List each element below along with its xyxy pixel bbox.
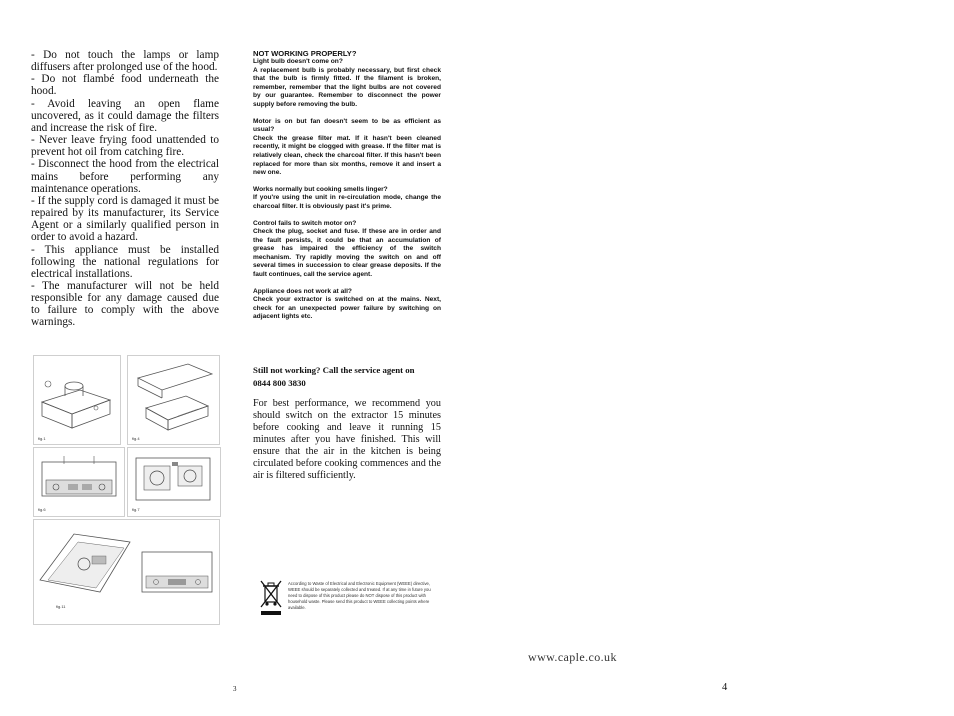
service-line: Still not working? Call the service agent on: [253, 365, 415, 375]
page-number-left: 3: [233, 685, 237, 693]
figure-label: fig.4: [132, 436, 140, 441]
section-heading: NOT WORKING PROPERLY?: [253, 49, 357, 58]
trouble-question: Light bulb doesn't come on?: [253, 58, 343, 65]
figure-label: fig.1: [38, 436, 46, 441]
trouble-question: Motor is on but fan doesn't seem to be as efficient as usual?: [253, 117, 441, 134]
figure-label: fig.11: [56, 604, 66, 609]
crossed-bin-icon: [258, 578, 284, 618]
warning-item: - The manufacturer will not be held responsible for any damage caused due to failure to comply with the above warnings.: [31, 279, 219, 329]
service-callout: [253, 364, 443, 390]
warning-item: - Do not flambé food underneath the hood.: [31, 73, 219, 98]
warning-item: - Do not touch the lamps or lamp diffusers after prolonged use of the hood.: [31, 49, 219, 74]
warning-item: - Avoid leaving an open flame uncovered, as it could damage the filters and increase the risk of fire.: [31, 97, 219, 134]
trouble-question: Appliance does not work at all?: [253, 287, 352, 295]
spacer: [253, 212, 441, 220]
warnings-list: [31, 49, 219, 329]
troubleshooting-section: [253, 49, 441, 322]
trouble-answer: If you're using the unit in re-circulation mode, change the charcoal filter. It is obviously past it's prime.: [253, 194, 441, 210]
motor-switch-illustration: [128, 448, 220, 516]
figure-6: [33, 447, 125, 517]
weee-notice: [258, 578, 442, 624]
figure-4: [127, 355, 220, 445]
figure-label: fig.7: [132, 507, 140, 512]
page-number-right: 4: [722, 682, 728, 693]
figure-label: fig.6: [38, 507, 46, 512]
weee-text: According to Waste of Electrical and Electronic Equipment (WEEE) directive, WEEE should be separately collected and treated. If at any time in future you need to dispose of this product please do NOT dispose of this product with household waste. Please send this product to WEEE collecting points where available.: [288, 581, 431, 610]
spacer: [253, 280, 441, 288]
best-performance-text: For best performance, we recommend you should switch on the extractor 15 minutes before cooking and leave it running 15 minutes after you have finished. This will ensure that the air in the kitchen is being circulated before cooking commences and the air is filtered sufficiently.: [253, 398, 441, 481]
figure-11: [33, 519, 220, 625]
trouble-question: Works normally but cooking smells linger?: [253, 185, 388, 193]
warning-item: - Never leave frying food unattended to prevent hot oil from catching fire.: [31, 134, 219, 159]
trouble-question: Control fails to switch motor on?: [253, 219, 357, 227]
warning-item: - This appliance must be installed following the national regulations for electrical installations.: [31, 243, 219, 280]
figure-7: [127, 447, 221, 517]
spacer: [253, 110, 441, 118]
trouble-answer: Check the plug, socket and fuse. If these are in order and the fault persists, it could be that an accumulation of grease has impaired the efficiency of the switch mechanism. Try rapidly moving the switch on and off several times in succession to clear grease deposits. If the fault continues, call the service agent.: [253, 228, 441, 279]
trouble-answer: Check the grease filter mat. If it hasn't been cleaned recently, it might be clogged with grease. If the filter mat is relatively clean, check the charcoal filter. If this hasn't been replaced for more than six months, remove it and insert a new one.: [253, 134, 441, 177]
spacer: [253, 178, 441, 186]
hood-illustration: [34, 356, 120, 444]
website-url: www.caple.co.uk: [528, 650, 617, 664]
trouble-answer: A replacement bulb is probably necessary, but first check that the bulb is firmly fitted. If the filament is broken, remember, remember that the light bulbs are not covered by our guarantee. Remember to disconnect the power supply before removing the bulb.: [253, 66, 441, 108]
warning-item: - Disconnect the hood from the electrical mains before performing any maintenance operations.: [31, 158, 219, 195]
warning-item: - If the supply cord is damaged it must be repaired by its manufacturer, its Service Agent or a similarly qualified person in order to avoid a hazard.: [31, 194, 219, 244]
filter-removal-illustration: [34, 448, 124, 516]
figure-1: [33, 355, 121, 445]
service-phone: 0844 800 3830: [253, 378, 306, 388]
trouble-answer: Check your extractor is switched on at the mains. Next, check for an unexpected power failure by switching on adjacent lights etc.: [253, 296, 441, 321]
hood-underside-illustration: [128, 356, 219, 444]
